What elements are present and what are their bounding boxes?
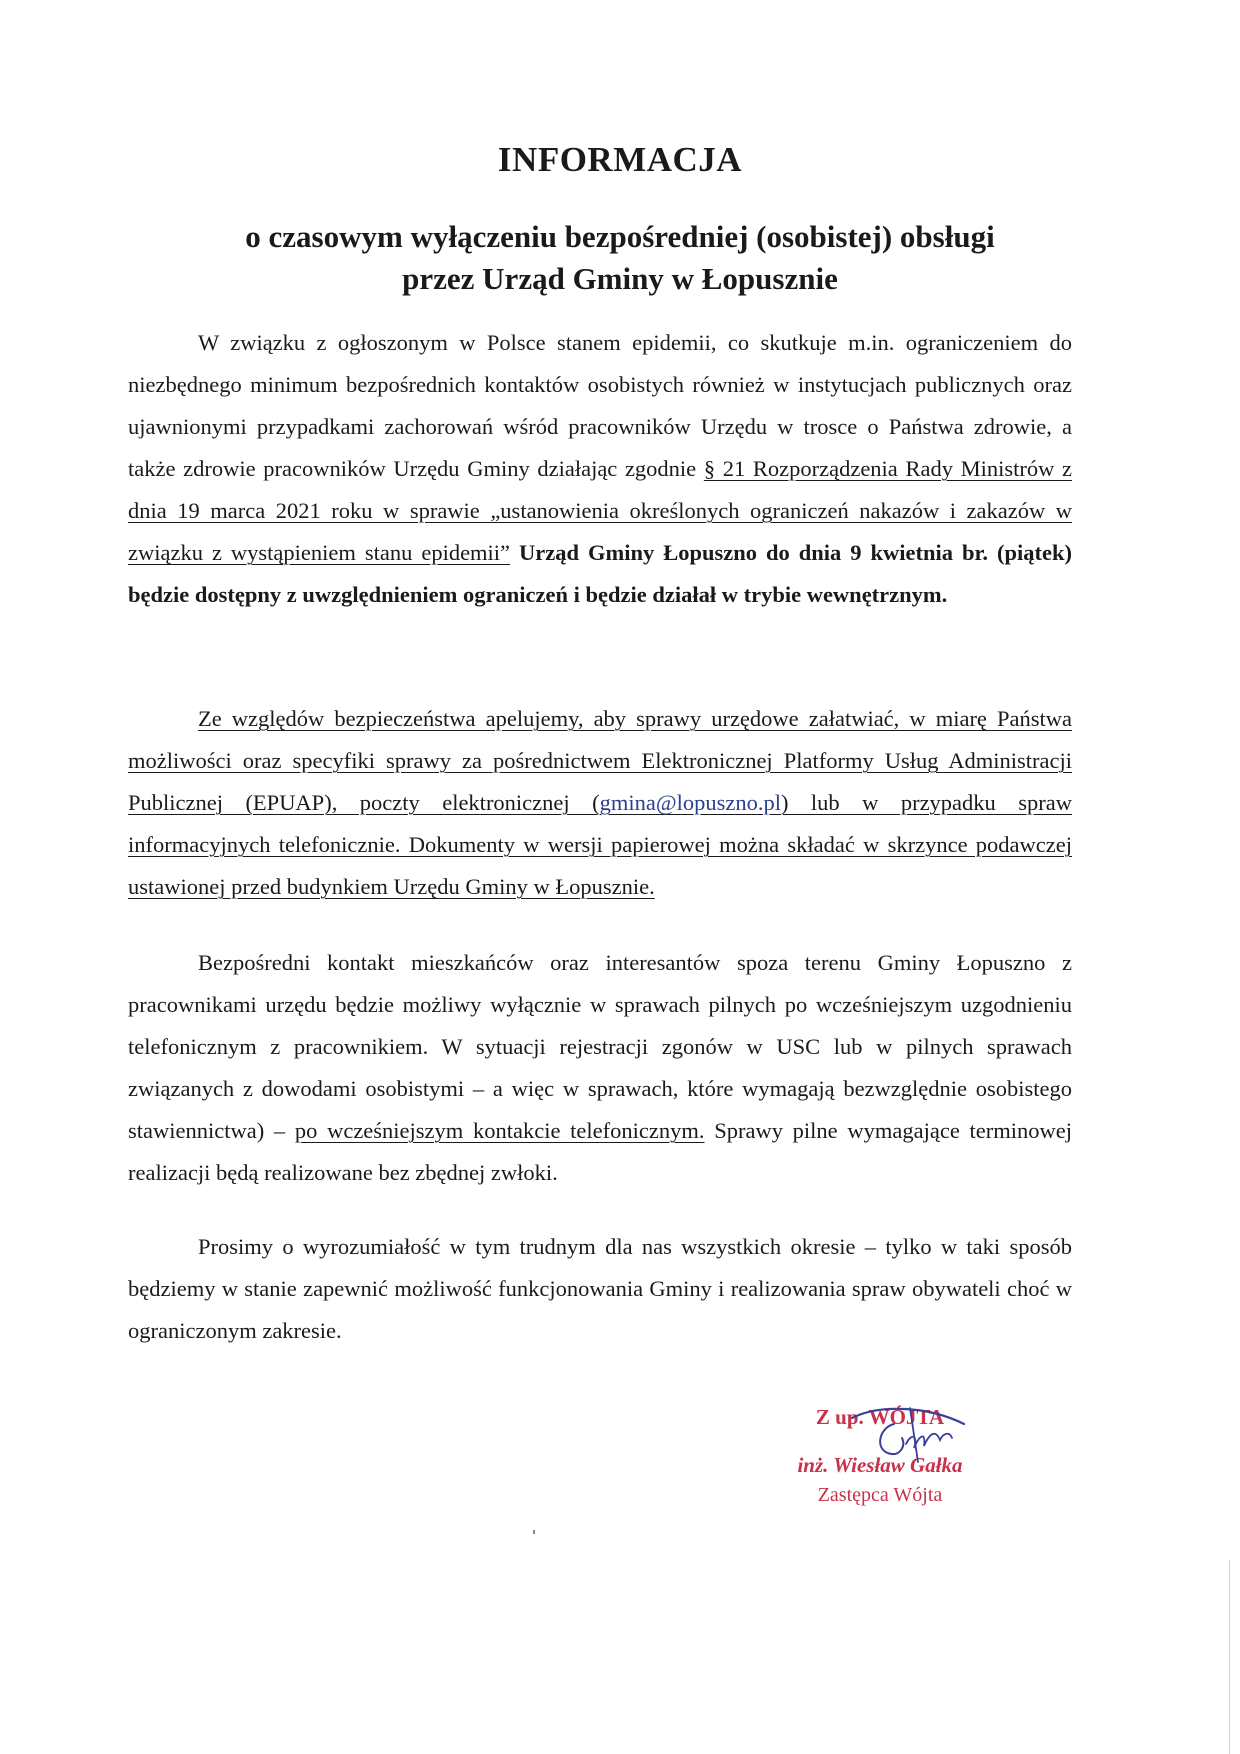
subtitle-line-2: przez Urząd Gminy w Łopusznie bbox=[402, 261, 838, 296]
email-address: gmina@lopuszno.pl bbox=[599, 790, 781, 815]
handwritten-signature bbox=[840, 1402, 970, 1472]
paragraph-4: Prosimy o wyrozumiałość w tym trudnym dla nas wszystkich okresie – tylko w taki sposób będziemy w stanie zapewnić możliwość funkcjonowania Gminy i realizowania spraw obywateli choć w ograniczonym zakresie. bbox=[128, 1234, 1072, 1343]
stamp-signatory-name: inż. Wiesław Gałka bbox=[797, 1453, 963, 1477]
paragraph-3 bbox=[128, 942, 1072, 1194]
paragraph-1 bbox=[128, 322, 1072, 616]
paragraph-3-part-2: Sprawy pilne wymagające terminowej realizacji będą realizowane bez zbędnej zwłoki. bbox=[128, 1118, 1072, 1185]
stamp-signatory-position: Zastępca Wójta bbox=[817, 1484, 943, 1506]
paragraph-2 bbox=[128, 698, 1072, 908]
paragraph-3-underlined: po wcześniejszym kontakcie telefonicznym. bbox=[294, 1118, 705, 1143]
paragraph-2-part-1: Ze względów bezpieczeństwa apelujemy, aby sprawy urzędowe załatwiać, w miarę Państwa możliwości oraz specyfiki sprawy za pośrednictwem Elektronicznej Platformy Usług Administracji Publicznej (EPUAP), poczty elektronicznej ( bbox=[128, 706, 1072, 815]
paragraph-1-intro: W związku z ogłoszonym w Polsce stanem epidemii, co skutkuje m.in. ograniczeniem do niezbędnego minimum bezpośrednich kontaktów osobistych również w instytucjach publicznych oraz ujawnionymi przypadkami zachorowań wśród pracowników Urzędu w trosce o Państwa zdrowie, a także zdrowie pracowników Urzędu Gminy działając zgodnie bbox=[128, 330, 1072, 481]
legal-reference: § 21 Rozporządzenia Rady Ministrów z dnia 19 marca 2021 roku w sprawie „ustanowienia określonych ograniczeń nakazów i zakazów w związku z wystąpieniem stanu epidemii” bbox=[128, 456, 1072, 565]
stamp-authorization: Z up. WÓJTA bbox=[815, 1405, 945, 1429]
availability-statement: Urząd Gminy Łopuszno do dnia 9 kwietnia br. (piątek) będzie dostępny z uwzględnieniem ograniczeń i będzie działał w trybie wewnętrznym. bbox=[128, 540, 1073, 607]
scan-edge-line bbox=[1229, 1560, 1230, 1754]
scan-artifact bbox=[533, 1530, 535, 1534]
document-subtitle bbox=[0, 216, 1240, 300]
subtitle-line-1: o czasowym wyłączeniu bezpośredniej (osobistej) obsługi bbox=[245, 219, 995, 254]
document-title: INFORMACJA bbox=[497, 140, 743, 179]
paragraph-2-part-2: ) lub w przypadku spraw informacyjnych telefonicznie. Dokumenty w wersji papierowej można składać w skrzynce podawczej ustawionej przed budynkiem Urzędu Gminy w Łopusznie. bbox=[128, 790, 1072, 899]
paragraph-3-part-1: Bezpośredni kontakt mieszkańców oraz interesantów spoza terenu Gminy Łopuszno z pracownikami urzędu będzie możliwy wyłącznie w sprawach pilnych po wcześniejszym uzgodnieniu telefonicznym z pracownikiem. W sytuacji rejestracji zgonów w USC lub w pilnych sprawach związanych z dowodami osobistymi – a więc w sprawach, które wymagają bezwzględnie osobistego stawiennictwa) – bbox=[128, 950, 1072, 1143]
